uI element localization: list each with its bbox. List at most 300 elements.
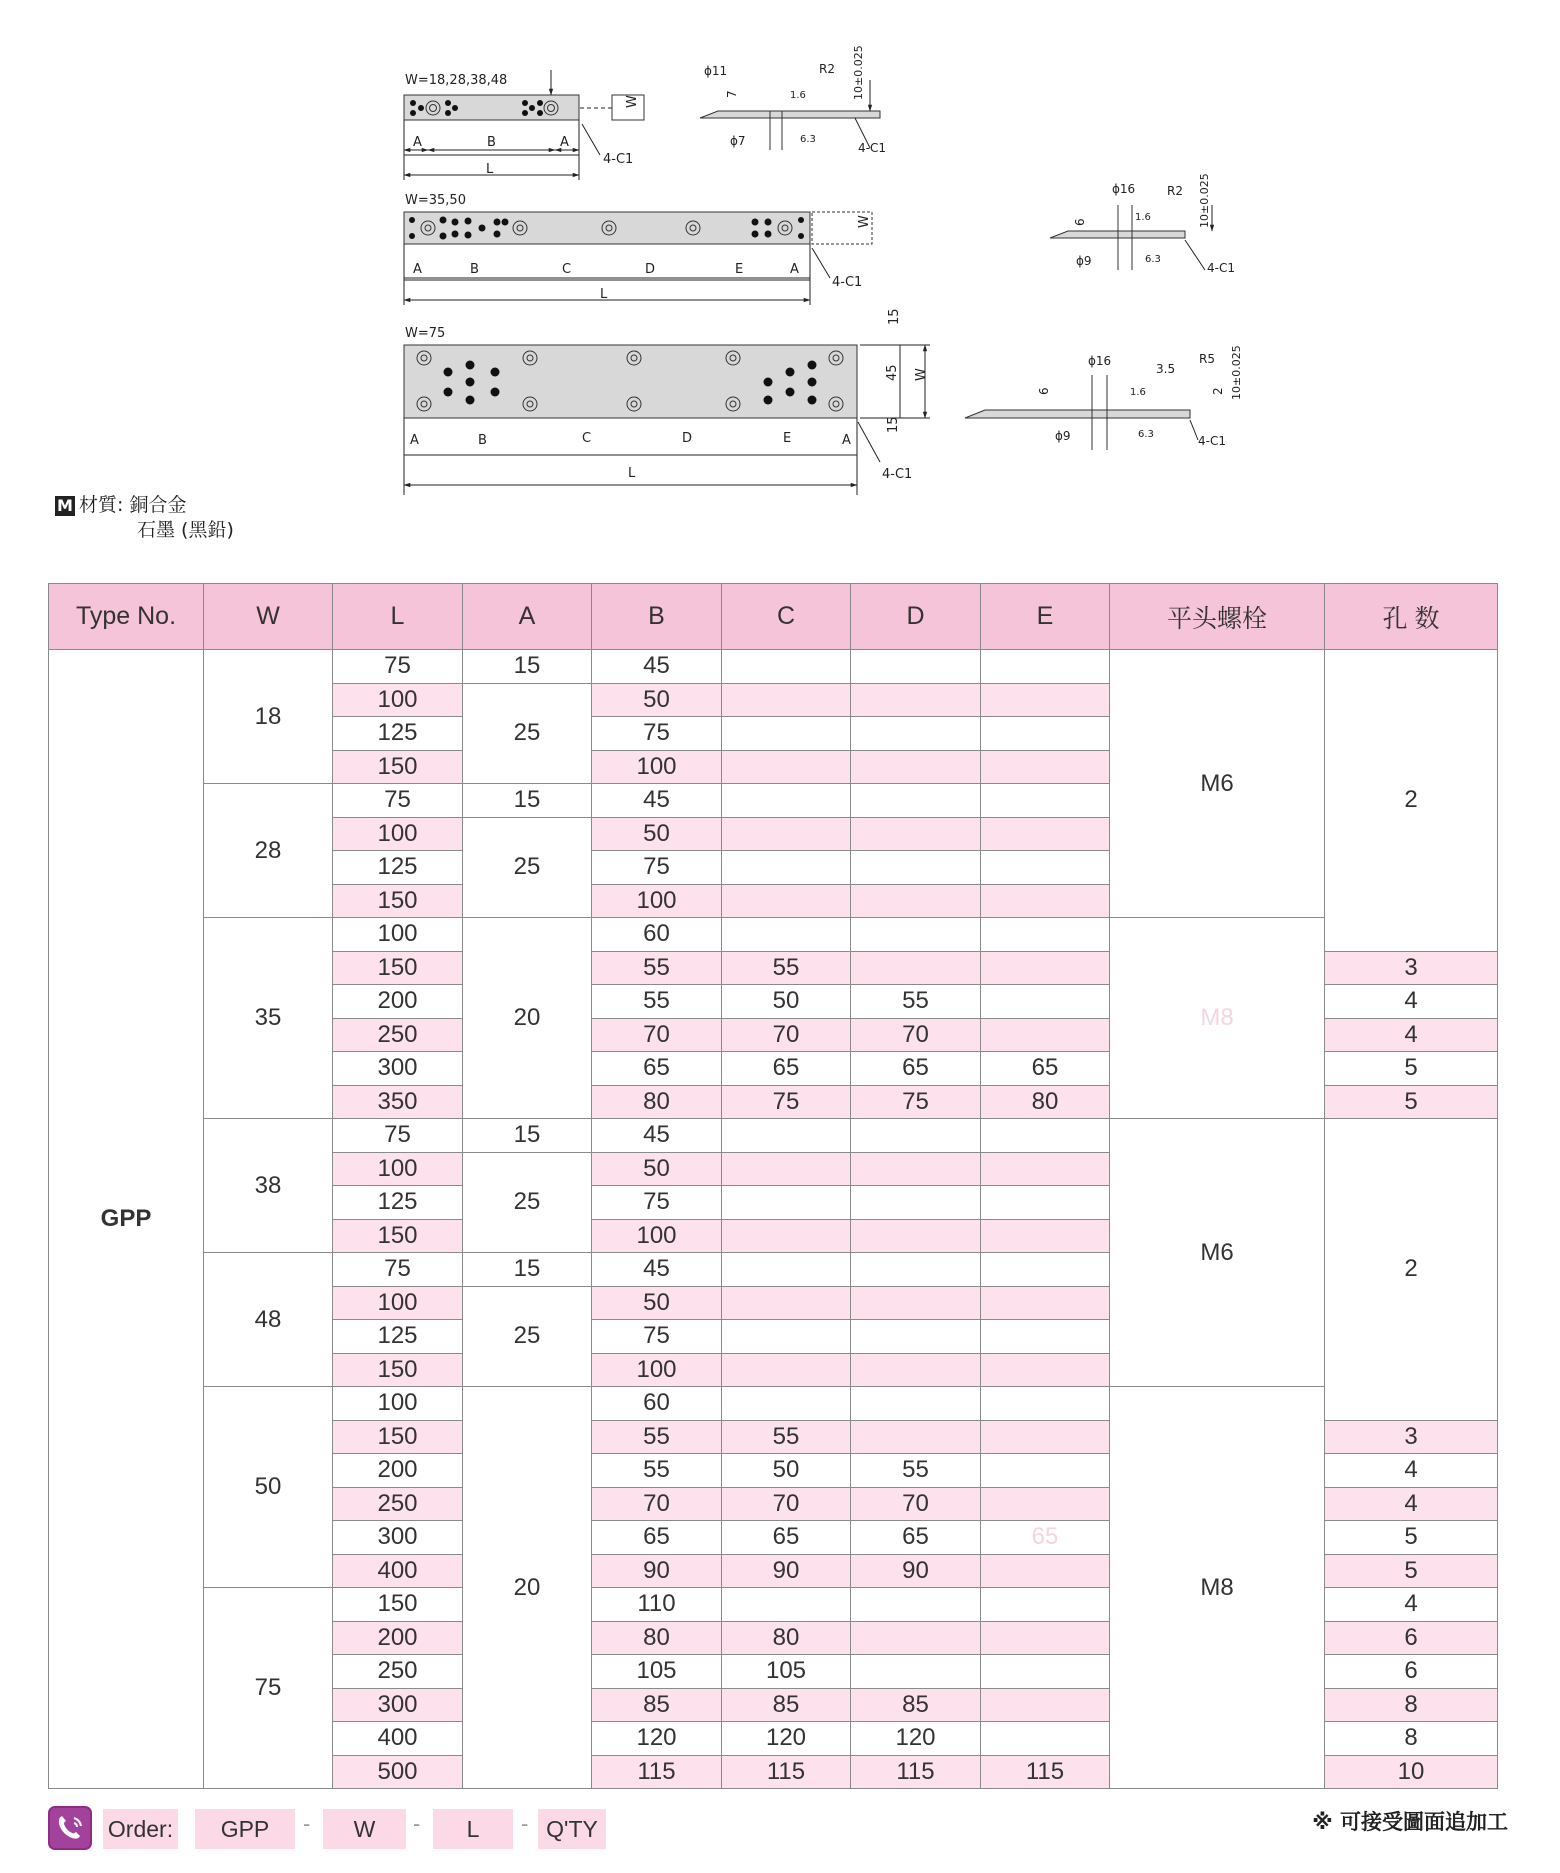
section-view-2 [1050, 173, 1235, 275]
l-cell: 400 [333, 1722, 463, 1756]
holes-cell: 2 [1325, 650, 1498, 952]
b-cell: 45 [592, 650, 722, 684]
e-cell [981, 1688, 1110, 1722]
dim-phi16: ϕ16 [1112, 182, 1136, 196]
d-cell [851, 884, 981, 918]
dim-c: C [582, 431, 592, 446]
finish-63: 6.3 [1145, 254, 1161, 265]
finish-63: 6.3 [1138, 429, 1154, 440]
b-cell: 55 [592, 1420, 722, 1454]
w-cell: 38 [204, 1119, 333, 1253]
dim-6: 6 [1073, 218, 1087, 226]
l-cell: 100 [333, 1152, 463, 1186]
d-cell [851, 918, 981, 952]
order-label: Order: [103, 1809, 178, 1849]
dim-tolerance: 10±0.025 [1198, 173, 1211, 228]
e-cell [981, 1722, 1110, 1756]
dim-d: D [645, 262, 656, 277]
e-cell [981, 1253, 1110, 1287]
dim-b: B [470, 262, 479, 277]
e-cell [981, 784, 1110, 818]
header-l: L [333, 584, 463, 650]
holes-cell: 4 [1325, 985, 1498, 1019]
b-cell: 120 [592, 1722, 722, 1756]
d-cell [851, 1353, 981, 1387]
material-label: 材質: [79, 494, 124, 516]
e-cell [981, 1119, 1110, 1153]
holes-cell: 5 [1325, 1521, 1498, 1555]
l-cell: 300 [333, 1052, 463, 1086]
order-separator: - [413, 1811, 421, 1836]
l-cell: 300 [333, 1688, 463, 1722]
l-cell: 400 [333, 1554, 463, 1588]
c-cell [722, 851, 851, 885]
l-cell: 300 [333, 1521, 463, 1555]
dim-phi16: ϕ16 [1088, 354, 1112, 368]
chamfer-label: 4-C1 [1198, 434, 1226, 448]
dim-r2: R2 [819, 62, 835, 76]
dim-6: 6 [1037, 387, 1051, 395]
w-cell: 50 [204, 1387, 333, 1588]
header-c: C [722, 584, 851, 650]
material-note [55, 493, 234, 543]
width-label: W=18,28,38,48 [405, 73, 508, 88]
c-cell [722, 1588, 851, 1622]
dim-r2: R2 [1167, 184, 1183, 198]
material-line1: 銅合金 [129, 494, 187, 516]
dim-a: A [560, 135, 569, 150]
a-cell: 25 [463, 817, 592, 918]
a-cell: 25 [463, 683, 592, 784]
width-label: W=75 [405, 326, 446, 341]
e-cell [981, 1152, 1110, 1186]
header-bolt: 平头螺栓 [1110, 584, 1325, 650]
l-cell: 125 [333, 851, 463, 885]
e-cell [981, 918, 1110, 952]
b-cell: 55 [592, 1454, 722, 1488]
dim-tolerance: 10±0.025 [852, 45, 865, 100]
l-cell: 250 [333, 1655, 463, 1689]
plate-drawing-large [404, 308, 930, 495]
d-cell [851, 1286, 981, 1320]
l-cell: 350 [333, 1085, 463, 1119]
d-cell: 65 [851, 1052, 981, 1086]
b-cell: 65 [592, 1052, 722, 1086]
d-cell: 115 [851, 1755, 981, 1789]
processing-note: ※ 可接受圖面追加工 [1312, 1810, 1508, 1834]
c-cell: 120 [722, 1722, 851, 1756]
holes-cell: 5 [1325, 1085, 1498, 1119]
a-cell: 15 [463, 1119, 592, 1153]
a-cell: 25 [463, 1152, 592, 1253]
e-cell [981, 851, 1110, 885]
technical-drawings [0, 0, 1560, 540]
bolt-cell: M6 [1110, 1119, 1325, 1387]
c-cell: 85 [722, 1688, 851, 1722]
a-cell: 15 [463, 650, 592, 684]
d-cell [851, 1320, 981, 1354]
c-cell: 55 [722, 1420, 851, 1454]
e-cell [981, 1186, 1110, 1220]
holes-cell: 5 [1325, 1052, 1498, 1086]
header-holes: 孔 数 [1325, 584, 1498, 650]
l-cell: 75 [333, 650, 463, 684]
d-cell [851, 784, 981, 818]
dim-l: L [628, 466, 636, 481]
c-cell [722, 1286, 851, 1320]
dim-phi7: ϕ7 [730, 134, 746, 148]
holes-cell: 8 [1325, 1688, 1498, 1722]
a-cell: 25 [463, 1286, 592, 1387]
e-cell [981, 817, 1110, 851]
c-cell [722, 1219, 851, 1253]
e-cell [981, 1554, 1110, 1588]
b-cell: 75 [592, 1186, 722, 1220]
holes-cell: 3 [1325, 951, 1498, 985]
holes-cell: 6 [1325, 1655, 1498, 1689]
b-cell: 100 [592, 1353, 722, 1387]
e-cell [981, 1387, 1110, 1421]
header-e: E [981, 584, 1110, 650]
l-cell: 100 [333, 1387, 463, 1421]
chamfer-label: 4-C1 [832, 275, 863, 290]
phone-icon [48, 1806, 92, 1850]
dim-a: A [410, 433, 419, 448]
b-cell: 105 [592, 1655, 722, 1689]
a-cell: 20 [463, 1387, 592, 1789]
e-cell [981, 1018, 1110, 1052]
d-cell: 75 [851, 1085, 981, 1119]
b-cell: 75 [592, 717, 722, 751]
b-cell: 75 [592, 1320, 722, 1354]
d-cell [851, 1387, 981, 1421]
e-cell [981, 951, 1110, 985]
e-cell: 65 [981, 1052, 1110, 1086]
d-cell [851, 1186, 981, 1220]
b-cell: 85 [592, 1688, 722, 1722]
a-cell: 15 [463, 1253, 592, 1287]
dim-2: 2 [1211, 387, 1225, 395]
e-cell [981, 1454, 1110, 1488]
b-cell: 100 [592, 884, 722, 918]
b-cell: 50 [592, 817, 722, 851]
w-cell: 35 [204, 918, 333, 1119]
dim-a: A [413, 262, 422, 277]
b-cell: 50 [592, 1286, 722, 1320]
l-cell: 150 [333, 1420, 463, 1454]
b-cell: 45 [592, 1119, 722, 1153]
header-d: D [851, 584, 981, 650]
dim-45: 45 [885, 364, 900, 381]
d-cell: 120 [851, 1722, 981, 1756]
l-cell: 100 [333, 1286, 463, 1320]
b-cell: 70 [592, 1018, 722, 1052]
l-cell: 75 [333, 1119, 463, 1153]
b-cell: 45 [592, 1253, 722, 1287]
dim-e: E [735, 262, 744, 277]
b-cell: 50 [592, 1152, 722, 1186]
dim-l: L [600, 287, 608, 302]
section-view-3 [965, 345, 1243, 450]
holes-cell: 4 [1325, 1454, 1498, 1488]
l-cell: 150 [333, 750, 463, 784]
c-cell [722, 1119, 851, 1153]
b-cell: 100 [592, 1219, 722, 1253]
l-cell: 150 [333, 1588, 463, 1622]
dim-c: C [562, 262, 572, 277]
material-badge: M [55, 496, 75, 516]
d-cell [851, 683, 981, 717]
order-separator: - [303, 1811, 311, 1836]
finish-63: 6.3 [800, 134, 816, 145]
e-cell [981, 1655, 1110, 1689]
d-cell: 65 [851, 1521, 981, 1555]
holes-cell: 4 [1325, 1487, 1498, 1521]
e-cell: 80 [981, 1085, 1110, 1119]
b-cell: 65 [592, 1521, 722, 1555]
e-cell [981, 1588, 1110, 1622]
d-cell [851, 750, 981, 784]
header-w: W [204, 584, 333, 650]
table-row [49, 650, 1498, 684]
dim-l: L [486, 162, 494, 177]
d-cell [851, 1152, 981, 1186]
w-cell: 48 [204, 1253, 333, 1387]
finish-16: 1.6 [1130, 387, 1146, 398]
order-field-type: GPP [195, 1809, 295, 1849]
d-cell [851, 1219, 981, 1253]
l-cell: 150 [333, 1353, 463, 1387]
table-row [49, 1387, 1498, 1421]
b-cell: 55 [592, 951, 722, 985]
d-cell [851, 1119, 981, 1153]
l-cell: 150 [333, 1219, 463, 1253]
order-field-qty: Q'TY [538, 1809, 606, 1849]
c-cell: 50 [722, 1454, 851, 1488]
c-cell [722, 1152, 851, 1186]
dim-r5: R5 [1199, 352, 1215, 366]
e-cell [981, 683, 1110, 717]
table-row [49, 1119, 1498, 1153]
holes-cell: 6 [1325, 1621, 1498, 1655]
l-cell: 500 [333, 1755, 463, 1789]
l-cell: 250 [333, 1487, 463, 1521]
dim-e: E [783, 431, 792, 446]
d-cell: 70 [851, 1018, 981, 1052]
b-cell: 60 [592, 918, 722, 952]
dim-b: B [478, 433, 487, 448]
l-cell: 200 [333, 1454, 463, 1488]
l-cell: 100 [333, 918, 463, 952]
holes-cell: 8 [1325, 1722, 1498, 1756]
dim-b: B [487, 135, 496, 150]
c-cell: 90 [722, 1554, 851, 1588]
d-cell [851, 1253, 981, 1287]
order-separator: - [521, 1811, 529, 1836]
c-cell [722, 918, 851, 952]
dim-7: 7 [725, 90, 739, 98]
c-cell [722, 1253, 851, 1287]
bolt-cell: M6 [1110, 650, 1325, 918]
l-cell: 200 [333, 1621, 463, 1655]
c-cell [722, 817, 851, 851]
c-cell: 70 [722, 1018, 851, 1052]
dim-a: A [842, 433, 851, 448]
holes-cell: 3 [1325, 1420, 1498, 1454]
e-cell [981, 985, 1110, 1019]
c-cell [722, 1186, 851, 1220]
c-cell [722, 650, 851, 684]
dim-w: W [857, 215, 872, 228]
c-cell: 55 [722, 951, 851, 985]
c-cell [722, 683, 851, 717]
section-view-1 [700, 45, 886, 155]
bolt-cell: M8 [1110, 1387, 1325, 1789]
order-field-w: W [323, 1809, 406, 1849]
dim-a: A [413, 135, 422, 150]
dim-phi9: ϕ9 [1055, 429, 1071, 443]
header-b: B [592, 584, 722, 650]
material-line2: 石墨 (黑鉛) [137, 519, 234, 541]
e-cell [981, 717, 1110, 751]
b-cell: 60 [592, 1387, 722, 1421]
d-cell [851, 1588, 981, 1622]
l-cell: 150 [333, 951, 463, 985]
type-no-cell: GPP [49, 650, 204, 1789]
e-cell [981, 1353, 1110, 1387]
c-cell [722, 1387, 851, 1421]
e-cell [981, 1219, 1110, 1253]
dim-phi11: ϕ11 [704, 64, 728, 78]
l-cell: 250 [333, 1018, 463, 1052]
d-cell: 70 [851, 1487, 981, 1521]
b-cell: 55 [592, 985, 722, 1019]
header-type-no: Type No. [49, 584, 204, 650]
b-cell: 80 [592, 1085, 722, 1119]
d-cell [851, 1621, 981, 1655]
w-cell: 75 [204, 1588, 333, 1789]
c-cell [722, 750, 851, 784]
l-cell: 100 [333, 817, 463, 851]
dim-tolerance: 10±0.025 [1230, 345, 1243, 400]
d-cell [851, 717, 981, 751]
holes-cell: 4 [1325, 1588, 1498, 1622]
c-cell: 70 [722, 1487, 851, 1521]
e-cell [981, 1420, 1110, 1454]
b-cell: 110 [592, 1588, 722, 1622]
d-cell [851, 951, 981, 985]
e-cell [981, 750, 1110, 784]
e-cell [981, 1621, 1110, 1655]
b-cell: 45 [592, 784, 722, 818]
b-cell: 90 [592, 1554, 722, 1588]
table-header-row [49, 584, 1498, 650]
finish-16: 1.6 [790, 90, 806, 101]
a-cell: 15 [463, 784, 592, 818]
spec-table [48, 583, 1498, 1789]
holes-cell: 2 [1325, 1119, 1498, 1421]
b-cell: 115 [592, 1755, 722, 1789]
holes-cell: 4 [1325, 1018, 1498, 1052]
d-cell: 85 [851, 1688, 981, 1722]
dim-15: 15 [887, 308, 902, 325]
order-footer [48, 1806, 1508, 1852]
e-cell [981, 1320, 1110, 1354]
c-cell [722, 784, 851, 818]
chamfer-label: 4-C1 [603, 152, 634, 167]
c-cell: 80 [722, 1621, 851, 1655]
chamfer-label: 4-C1 [1207, 261, 1235, 275]
dim-3-5: 3.5 [1156, 362, 1176, 376]
chamfer-label: 4-C1 [858, 141, 886, 155]
b-cell: 100 [592, 750, 722, 784]
d-cell [851, 1420, 981, 1454]
b-cell: 75 [592, 851, 722, 885]
c-cell: 65 [722, 1521, 851, 1555]
c-cell: 75 [722, 1085, 851, 1119]
dim-d: D [682, 431, 693, 446]
dim-phi9: ϕ9 [1076, 254, 1092, 268]
l-cell: 125 [333, 1186, 463, 1220]
e-cell [981, 1487, 1110, 1521]
c-cell: 65 [722, 1052, 851, 1086]
holes-cell: 10 [1325, 1755, 1498, 1789]
d-cell [851, 1655, 981, 1689]
header-a: A [463, 584, 592, 650]
chamfer-label: 4-C1 [882, 467, 913, 482]
width-label: W=35,50 [405, 193, 466, 208]
d-cell [851, 650, 981, 684]
w-cell: 28 [204, 784, 333, 918]
d-cell [851, 817, 981, 851]
dim-15: 15 [886, 416, 901, 433]
e-cell [981, 650, 1110, 684]
bolt-cell: M8 [1110, 918, 1325, 1119]
plate-drawing-small [404, 70, 644, 180]
w-cell: 18 [204, 650, 333, 784]
b-cell: 70 [592, 1487, 722, 1521]
l-cell: 200 [333, 985, 463, 1019]
holes-cell: 5 [1325, 1554, 1498, 1588]
c-cell [722, 1320, 851, 1354]
c-cell [722, 1353, 851, 1387]
finish-16: 1.6 [1135, 212, 1151, 223]
e-cell [981, 1286, 1110, 1320]
dim-w: W [625, 95, 640, 108]
c-cell [722, 717, 851, 751]
plate-drawing-medium [404, 193, 872, 305]
l-cell: 75 [333, 784, 463, 818]
d-cell: 55 [851, 1454, 981, 1488]
l-cell: 125 [333, 1320, 463, 1354]
l-cell: 75 [333, 1253, 463, 1287]
e-cell [981, 884, 1110, 918]
c-cell: 115 [722, 1755, 851, 1789]
b-cell: 50 [592, 683, 722, 717]
a-cell: 20 [463, 918, 592, 1119]
c-cell: 105 [722, 1655, 851, 1689]
l-cell: 125 [333, 717, 463, 751]
d-cell [851, 851, 981, 885]
e-cell: 65 [981, 1521, 1110, 1555]
l-cell: 100 [333, 683, 463, 717]
d-cell: 55 [851, 985, 981, 1019]
b-cell: 80 [592, 1621, 722, 1655]
dim-w: W [914, 368, 929, 381]
d-cell: 90 [851, 1554, 981, 1588]
c-cell [722, 884, 851, 918]
c-cell: 50 [722, 985, 851, 1019]
